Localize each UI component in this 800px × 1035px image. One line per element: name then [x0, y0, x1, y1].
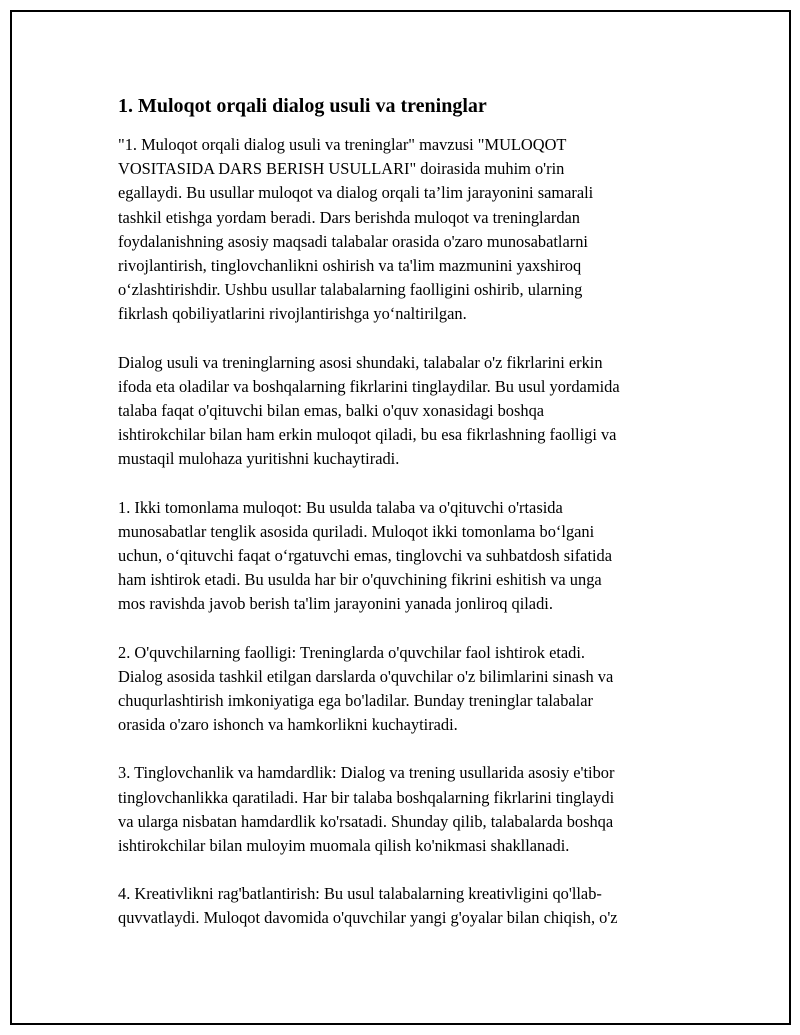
paragraph-point-4: [118, 882, 698, 930]
text-line: foydalanishning asosiy maqsadi talabalar orasida o'zaro munosabatlarni: [118, 231, 588, 251]
text-line: rivojlantirish, tinglovchanlikni oshirish va ta'lim mazmunini yaxshiroq: [118, 256, 582, 276]
text-line: tashkil etishga yordam beradi. Dars berishda muloqot va treninglardan: [118, 207, 580, 227]
paragraph-point-2: [118, 641, 698, 738]
text-line: Dialog asosida tashkil etilgan darslarda o'quvchilar o'z bilimlarini sinash va: [118, 666, 614, 686]
text-line: orasida o'zaro ishonch va hamkorlikni kuchaytiradi.: [118, 715, 458, 735]
text-line: chuqurlashtirish imkoniyatiga ega bo'ladilar. Bunday treninglar talabalar: [118, 691, 593, 711]
text-line: ishtirokchilar bilan ham erkin muloqot qiladi, bu esa fikrlashning faolligi va: [118, 425, 617, 445]
text-line: 4. Kreativlikni rag'batlantirish: Bu usul talabalarning kreativligini qo'llab-: [118, 884, 602, 904]
text-line: ifoda eta oladilar va boshqalarning fikrlarini tinglaydilar. Bu usul yordamida: [118, 376, 620, 396]
text-line: talaba faqat o'qituvchi bilan emas, balki o'quv xonasidagi boshqa: [118, 401, 545, 421]
text-line: 1. Ikki tomonlama muloqot: Bu usulda talaba va o'qituvchi o'rtasida: [118, 497, 563, 517]
text-line: ham ishtirok etadi. Bu usulda har bir o'quvchining fikrini eshitish va unga: [118, 570, 602, 590]
paragraph-intro: [118, 133, 698, 327]
text-line: egallaydi. Bu usullar muloqot va dialog orqali ta’lim jarayonini samarali: [118, 183, 594, 203]
paragraph-point-3: [118, 761, 698, 858]
text-line: 2. O'quvchilarning faolligi: Treninglarda o'quvchilar faol ishtirok etadi.: [118, 642, 586, 662]
document-body: [118, 93, 698, 955]
paragraph-point-1: [118, 496, 698, 617]
text-line: mustaqil mulohaza yuritishni kuchaytiradi.: [118, 449, 400, 469]
text-line: 3. Tinglovchanlik va hamdardlik: Dialog va trening usullarida asosiy e'tibor: [118, 763, 615, 783]
text-line: oʻzlashtirishdir. Ushbu usullar talabalarning faolligini oshirib, ularning: [118, 280, 583, 300]
text-line: Dialog usuli va treninglarning asosi shundaki, talabalar o'z fikrlarini erkin: [118, 352, 603, 372]
paragraph-dialog-basis: [118, 351, 698, 472]
text-line: munosabatlar tenglik asosida quriladi. Muloqot ikki tomonlama boʻlgani: [118, 521, 595, 541]
document-title: 1. Muloqot orqali dialog usuli va treninglar: [118, 95, 487, 117]
text-line: mos ravishda javob berish ta'lim jarayonini yanada jonliroq qiladi.: [118, 594, 553, 614]
text-line: tinglovchanlikka qaratiladi. Har bir talaba boshqalarning fikrlarini tinglaydi: [118, 787, 615, 807]
text-line: VOSITASIDA DARS BERISH USULLARI" doirasida muhim o'rin: [118, 159, 565, 179]
text-line: uchun, oʻqituvchi faqat oʻrgatuvchi emas, tinglovchi va suhbatdosh sifatida: [118, 546, 613, 566]
text-line: quvvatlaydi. Muloqot davomida o'quvchilar yangi g'oyalar bilan chiqish, o'z: [118, 908, 618, 928]
text-line: va ularga nisbatan hamdardlik ko'rsatadi. Shunday qilib, talabalarda boshqa: [118, 811, 614, 831]
text-line: "1. Muloqot orqali dialog usuli va treninglar" mavzusi "MULOQOT: [118, 135, 567, 154]
text-line: fikrlash qobiliyatlarini rivojlantirishga yoʻnaltirilgan.: [118, 304, 467, 324]
text-line: ishtirokchilar bilan muloyim muomala qilish ko'nikmasi shakllanadi.: [118, 836, 570, 856]
